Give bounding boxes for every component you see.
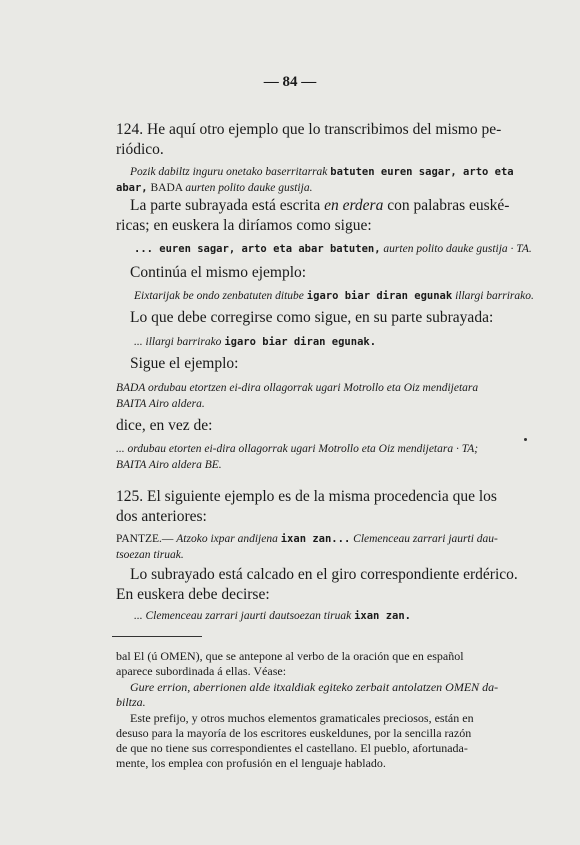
para-124-line-6: Lo que debe corregirse como sigue, en su parte subrayada: — [130, 309, 494, 326]
footnote-line-3: Gure errion, aberrionen alde itxaldiak egiteko zerbait antolatzen OMEN da- — [130, 680, 499, 694]
quote-text: ... illargi barrirako — [134, 336, 222, 348]
para-124-line-8: dice, en vez de: — [116, 417, 213, 434]
underlined-text: ixan zan... — [280, 533, 351, 545]
footnote-line-1: bal El (ú OMEN), que se antepone al verbo de la oración que en español — [116, 649, 464, 663]
quote-5-line-1: BADA ordubau etortzen ei-dira ollagorrak ugari Motrollo eta Oiz mendijetara — [116, 382, 479, 394]
quote-6-line-2: BAITA Airo aldera BE. — [116, 459, 222, 471]
footnote-line-4: biltza. — [116, 695, 146, 709]
footnote-line-7: de que no tiene sus correspondientes el castellano. El pueblo, afortunada- — [116, 741, 468, 755]
para-124-line-5: Continúa el mismo ejemplo: — [130, 264, 307, 281]
quote-text: illargi barrirako. — [455, 290, 534, 302]
quote-3 — [134, 290, 534, 302]
footnote-line-6: desuso para la mayoría de los escritores euskeldunes, por la sencilla razón — [116, 726, 472, 740]
footnote-divider — [112, 636, 202, 637]
quote-7-line-1 — [116, 533, 498, 545]
footnote-line-2: aparece subordinada á ellas. Véase: — [116, 664, 287, 678]
body-text: con palabras euské- — [387, 197, 510, 214]
quote-5-line-2: BAITA Airo aldera. — [116, 398, 205, 410]
para-125-line-3: Lo subrayado está calcado en el giro correspondiente erdérico. — [130, 566, 518, 583]
underlined-text: ... euren sagar, arto eta abar batuten, — [134, 243, 381, 255]
quote-1-line-2 — [116, 182, 312, 194]
para-124-line-2: riódico. — [116, 141, 164, 158]
para-124-line-7: Sigue el ejemplo: — [130, 355, 239, 372]
quote-2 — [134, 243, 532, 255]
quote-7-line-2: tsoezan tiruak. — [116, 549, 184, 561]
para-125-line-2: dos anteriores: — [116, 508, 207, 525]
quote-text: ... Clemenceau zarrari jaurti dautsoezan tiruak — [134, 610, 352, 622]
quote-4 — [134, 336, 376, 348]
footnote-line-5: Este prefijo, y otros muchos elementos gramaticales preciosos, están en — [130, 711, 474, 725]
para-125-line-4: En euskera debe decirse: — [116, 586, 270, 603]
quote-8 — [134, 610, 411, 622]
underlined-text: igaro biar diran egunak — [306, 290, 453, 302]
quote-text: PANTZE.— — [116, 533, 174, 545]
quote-text: aurten polito dauke gustija. — [185, 182, 313, 194]
quote-6-line-1: ... ordubau etorten ei-dira ollagorrak ugari Motrollo eta Oiz mendijetara · TA; — [116, 443, 479, 455]
para-125-line-1: 125. El siguiente ejemplo es de la misma procedencia que los — [116, 488, 497, 505]
quote-text: Atzoko ixpar andijena — [176, 533, 278, 545]
quote-text: Pozik dabiltz inguru onetako baserritarrak — [130, 166, 328, 178]
emphasis-text: en erdera — [324, 197, 384, 214]
para-124-line-1: 124. He aquí otro ejemplo que lo transcribimos del mismo pe- — [116, 121, 502, 138]
underlined-text: ixan zan. — [354, 610, 411, 622]
underlined-text: batuten euren sagar, arto eta — [330, 166, 514, 178]
underlined-text: igaro biar diran egunak. — [224, 336, 377, 348]
quote-text: aurten polito dauke gustija · TA. — [383, 243, 532, 255]
page-number: — 84 — — [263, 74, 317, 90]
quote-1-line-1 — [130, 166, 514, 178]
quote-text: Clemenceau zarrari jaurti dau- — [353, 533, 498, 545]
quote-text: BADA — [150, 182, 183, 194]
footnote-line-8: mente, los emplea con profusión en el lenguaje hablado. — [116, 756, 386, 770]
para-124-line-4: ricas; en euskera la diríamos como sigue: — [116, 217, 372, 234]
ink-speck — [524, 438, 527, 441]
para-124-line-3 — [130, 197, 509, 215]
underlined-text: abar, — [116, 182, 148, 194]
body-text: La parte subrayada está escrita — [130, 197, 321, 214]
quote-text: Eixtarijak be ondo zenbatuten ditube — [134, 290, 304, 302]
